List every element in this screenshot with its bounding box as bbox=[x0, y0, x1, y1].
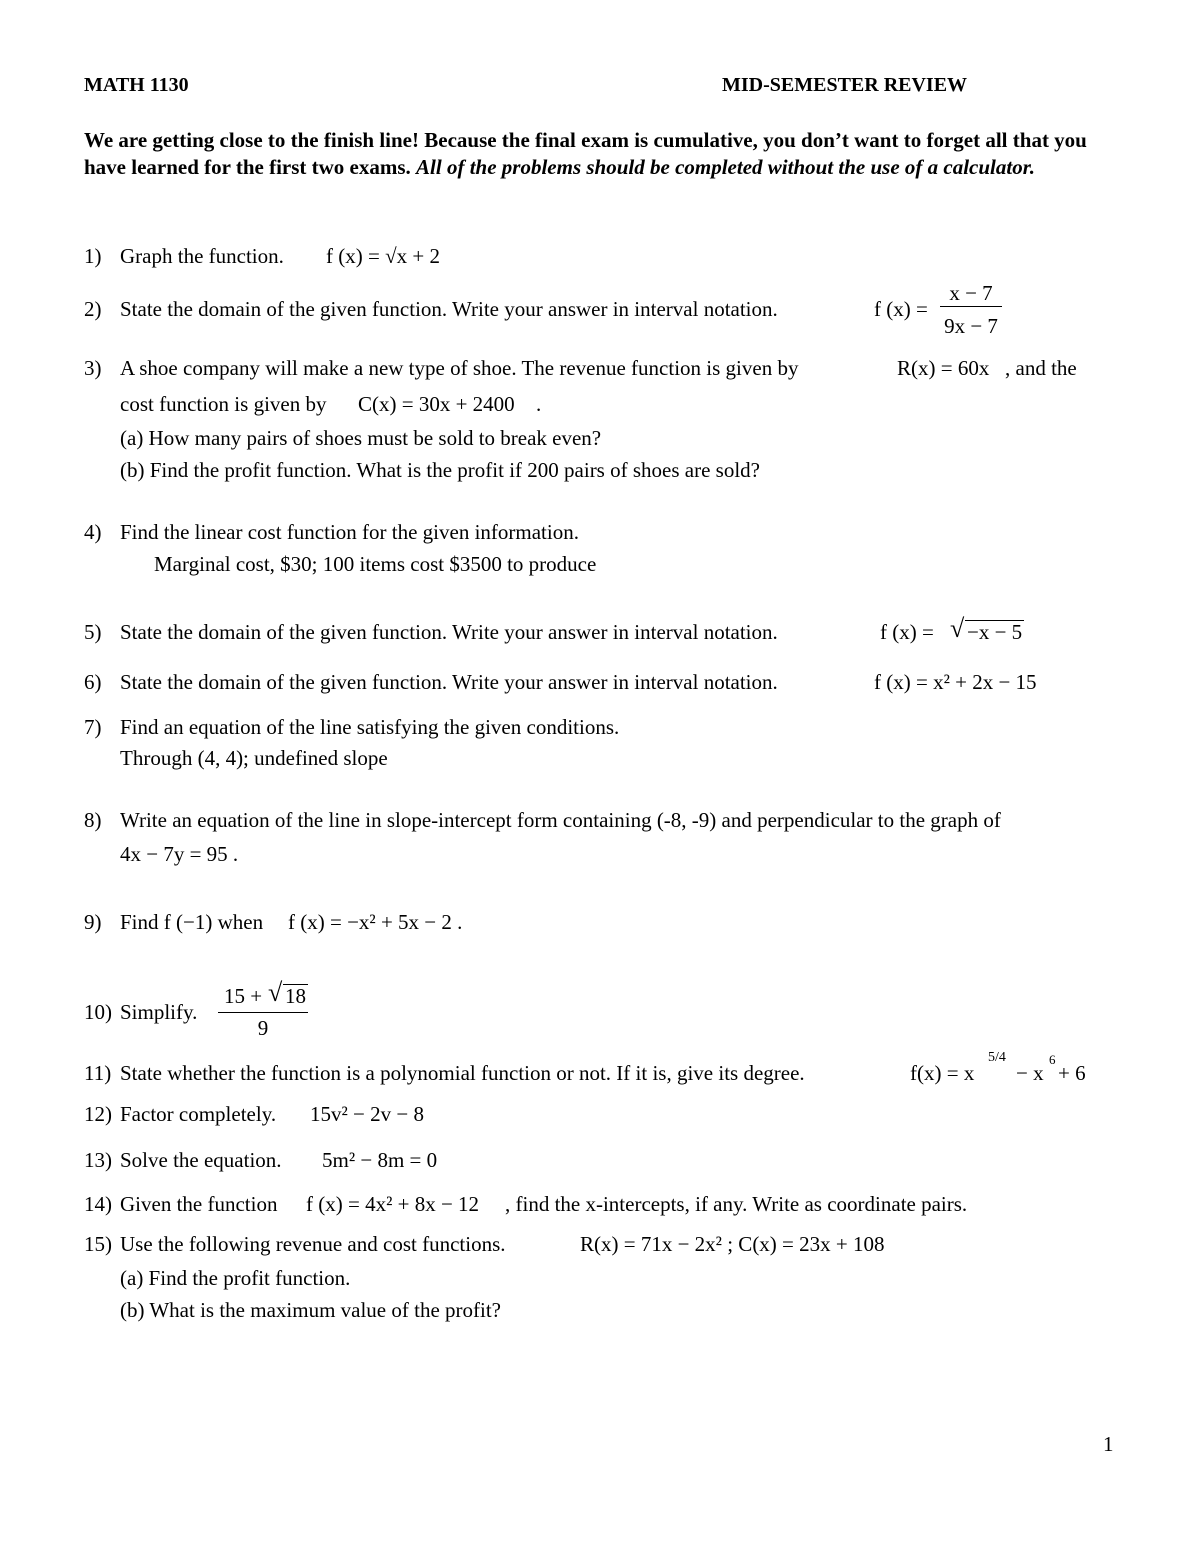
problem-7-sub: Through (4, 4); undefined slope bbox=[120, 746, 388, 770]
document-title: MID-SEMESTER REVIEW bbox=[722, 74, 968, 96]
problem-9-math: f (x) = −x² + 5x − 2 . bbox=[288, 910, 463, 934]
problem-11-text: State whether the function is a polynomial function or not. If it is, give its degree. bbox=[120, 1061, 805, 1085]
page-number: 1 bbox=[1103, 1432, 1114, 1456]
problem-3-period: . bbox=[536, 392, 542, 416]
problem-8-sub: 4x − 7y = 95 . bbox=[120, 842, 239, 866]
problem-11-exponent-1: 5/4 bbox=[988, 1050, 1006, 1065]
problem-12-math: 15v² − 2v − 8 bbox=[310, 1102, 424, 1126]
problem-10-denominator: 9 bbox=[257, 1016, 269, 1040]
problem-1-math: f (x) = √x + 2 bbox=[326, 244, 440, 268]
problem-3-number: 3) bbox=[84, 356, 102, 380]
problem-10-number: 10) bbox=[84, 1000, 112, 1024]
problem-3-cost: C(x) = 30x + 2400 bbox=[358, 392, 515, 416]
problem-2-text: State the domain of the given function. Write your answer in interval notation. bbox=[120, 297, 778, 321]
course-title: MATH 1130 bbox=[84, 74, 189, 96]
problem-10-text: Simplify. bbox=[120, 1000, 198, 1024]
problem-10-radicand: 18 bbox=[285, 984, 306, 1008]
problem-14-number: 14) bbox=[84, 1192, 112, 1216]
problem-10-numerator: 15 + bbox=[224, 984, 263, 1008]
problem-15-part-a: (a) Find the profit function. bbox=[120, 1266, 351, 1290]
problem-14-math: f (x) = 4x² + 8x − 12 bbox=[306, 1192, 480, 1216]
problem-6-number: 6) bbox=[84, 670, 102, 694]
problem-7-text: Find an equation of the line satisfying the given conditions. bbox=[120, 715, 620, 739]
radical-icon: √ bbox=[268, 978, 283, 1007]
problem-6-math: f (x) = x² + 2x − 15 bbox=[874, 670, 1037, 694]
problem-11-math-c: + 6 bbox=[1058, 1061, 1086, 1085]
problem-8-text: Write an equation of the line in slope-intercept form containing (-8, -9) and perpendicular to the graph of bbox=[120, 808, 1001, 832]
problem-3-part-b: (b) Find the profit function. What is the profit if 200 pairs of shoes are sold? bbox=[120, 458, 760, 482]
problem-2-numerator: x − 7 bbox=[940, 280, 1002, 307]
problem-6-text: State the domain of the given function. Write your answer in interval notation. bbox=[120, 670, 778, 694]
problem-4-number: 4) bbox=[84, 520, 102, 544]
problem-3-revenue: R(x) = 60x bbox=[897, 356, 990, 380]
problem-13-text: Solve the equation. bbox=[120, 1148, 282, 1172]
problem-3-line2: cost function is given by bbox=[120, 392, 327, 416]
problem-5-lhs: f (x) = bbox=[880, 620, 934, 644]
problem-1-text: Graph the function. bbox=[120, 244, 284, 268]
intro-italic: All of the problems should be completed without the use of a calculator. bbox=[416, 155, 1035, 179]
problem-5-text: State the domain of the given function. Write your answer in interval notation. bbox=[120, 620, 778, 644]
problem-5-radicand: −x − 5 bbox=[967, 620, 1023, 644]
problem-4-text: Find the linear cost function for the given information. bbox=[120, 520, 579, 544]
problem-14-text-a: Given the function bbox=[120, 1192, 278, 1216]
problem-4-sub: Marginal cost, $30; 100 items cost $3500 to produce bbox=[154, 552, 597, 576]
problem-2-number: 2) bbox=[84, 297, 102, 321]
problem-2-denominator: 9x − 7 bbox=[944, 314, 998, 338]
problem-9-number: 9) bbox=[84, 910, 102, 934]
problem-5-number: 5) bbox=[84, 620, 102, 644]
problem-15-text: Use the following revenue and cost functions. bbox=[120, 1232, 506, 1256]
problem-12-text: Factor completely. bbox=[120, 1102, 277, 1126]
intro-bold: We are getting close to the finish line! Because the final exam is cumulative, you don’t want to forget all that you have learned for the first two exams. bbox=[84, 128, 1087, 179]
problem-11-math-b: − x bbox=[1016, 1061, 1044, 1085]
problem-2-lhs: f (x) = bbox=[874, 297, 928, 321]
problem-13-number: 13) bbox=[84, 1148, 112, 1172]
problem-9-text: Find f (−1) when bbox=[120, 910, 264, 934]
problem-11-exponent-2: 6 bbox=[1049, 1052, 1056, 1067]
problem-3-line1: A shoe company will make a new type of shoe. The revenue function is given by bbox=[120, 356, 799, 380]
problem-8-number: 8) bbox=[84, 808, 102, 832]
problem-15-part-b: (b) What is the maximum value of the profit? bbox=[120, 1298, 502, 1322]
problem-15-number: 15) bbox=[84, 1232, 112, 1256]
intro-paragraph bbox=[84, 127, 1114, 181]
problem-11-number: 11) bbox=[84, 1061, 112, 1085]
problem-11-math-a: f(x) = x bbox=[910, 1061, 975, 1085]
problem-3-line1b: , and the bbox=[1005, 356, 1077, 380]
problem-14-text-b: , find the x-intercepts, if any. Write as coordinate pairs. bbox=[505, 1192, 968, 1216]
problem-7-number: 7) bbox=[84, 715, 102, 739]
problem-13-math: 5m² − 8m = 0 bbox=[322, 1148, 438, 1172]
radical-icon: √ bbox=[950, 614, 965, 643]
problem-12-number: 12) bbox=[84, 1102, 112, 1126]
problem-1-number: 1) bbox=[84, 244, 102, 268]
problem-3-part-a: (a) How many pairs of shoes must be sold to break even? bbox=[120, 426, 602, 450]
problem-15-math: R(x) = 71x − 2x² ; C(x) = 23x + 108 bbox=[580, 1232, 885, 1256]
